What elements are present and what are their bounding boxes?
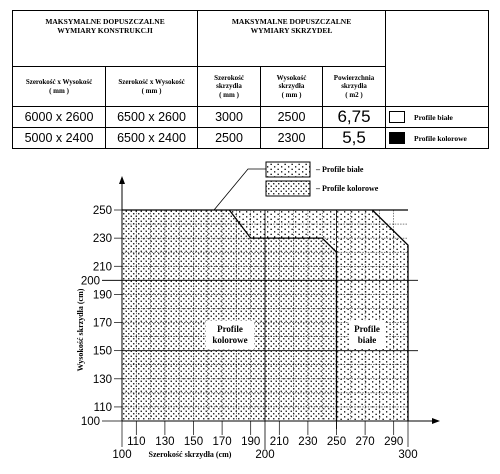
y-major-tick-label: 100 xyxy=(80,416,100,428)
y-axis-arrow-icon xyxy=(119,176,125,184)
row-legend-label: Profile białe xyxy=(414,112,453,122)
sash-height-header: Wysokość skrzydła ( mm ) xyxy=(261,67,323,107)
legend-white-label: – Profile białe xyxy=(316,165,364,174)
y-tick-label: 110 xyxy=(93,401,112,414)
sash-area-value: 5,5 xyxy=(323,128,386,149)
white-area-label: Profile xyxy=(354,324,380,334)
x-axis-title: Szerokość skrzydła (cm) xyxy=(148,450,232,459)
construction-group-header: MAKSYMALNE DOPUSZCZALNE WYMIARY KONSTRUKCJI xyxy=(13,11,198,67)
y-tick-label: 250 xyxy=(92,205,112,217)
sash-width-value: 3000 xyxy=(198,107,261,128)
sash-width-value: 2500 xyxy=(198,128,261,149)
sash-area-header: Powierzchnia skrzydła ( m2 ) xyxy=(323,67,386,107)
x-tick-label: 150 xyxy=(183,436,204,448)
row-legend-label: Profile kolorowe xyxy=(414,133,467,143)
x-major-tick-label: 100 xyxy=(112,449,132,461)
construction-2-value: 6500 x 2400 xyxy=(106,128,198,149)
y-tick-label: 170 xyxy=(92,317,112,330)
x-tick-label: 170 xyxy=(212,436,232,448)
sash-area-value: 6,75 xyxy=(323,107,386,128)
y-axis-title: Wysokość skrzydła (cm) xyxy=(76,288,85,372)
sash-height-value: 2500 xyxy=(261,107,323,128)
legend-white-swatch xyxy=(266,162,310,177)
x-tick-label: 270 xyxy=(355,436,375,448)
x-axis-arrow-icon xyxy=(432,418,440,424)
colored-profile-area xyxy=(122,210,337,421)
x-tick-label: 290 xyxy=(384,436,404,448)
y-tick-label: 210 xyxy=(92,261,112,274)
legend-colored-swatch xyxy=(266,181,310,196)
construction-2-value: 6500 x 2600 xyxy=(106,107,198,128)
x-major-tick-label: 300 xyxy=(398,449,418,461)
y-major-tick-label: 200 xyxy=(80,275,100,288)
x-major-tick-label: 200 xyxy=(255,449,275,461)
white-area-label: białe xyxy=(357,335,377,345)
x-tick-label: 130 xyxy=(155,436,175,448)
legend-leader-line xyxy=(214,169,266,210)
y-tick-label: 230 xyxy=(92,233,112,246)
y-tick-label: 150 xyxy=(92,345,112,358)
construction-col-2-header: Szerokość x Wysokość ( mm ) xyxy=(106,67,198,107)
y-tick-label: 190 xyxy=(92,289,112,302)
y-tick-label: 130 xyxy=(92,373,112,386)
construction-1-value: 5000 x 2400 xyxy=(13,128,106,149)
sash-height-value: 2300 xyxy=(261,128,323,149)
sash-group-header: MAKSYMALNE DOPUSZCZALNE WYMIARY SKRZYDEŁ xyxy=(198,11,386,67)
colored-area-label: Profile xyxy=(217,324,243,334)
construction-col-1-header: Szerokość x Wysokość ( mm ) xyxy=(13,67,106,107)
x-tick-label: 230 xyxy=(298,436,318,448)
x-tick-label: 210 xyxy=(269,436,289,448)
legend-colored-label: – Profile kolorowe xyxy=(316,184,379,193)
x-tick-label: 250 xyxy=(326,436,347,448)
x-tick-label: 110 xyxy=(127,436,146,448)
colored-area-label: kolorowe xyxy=(212,335,248,345)
sash-width-header: Szerokość skrzydła ( mm ) xyxy=(198,67,261,107)
construction-1-value: 6000 x 2600 xyxy=(13,107,106,128)
x-tick-label: 190 xyxy=(241,436,261,448)
